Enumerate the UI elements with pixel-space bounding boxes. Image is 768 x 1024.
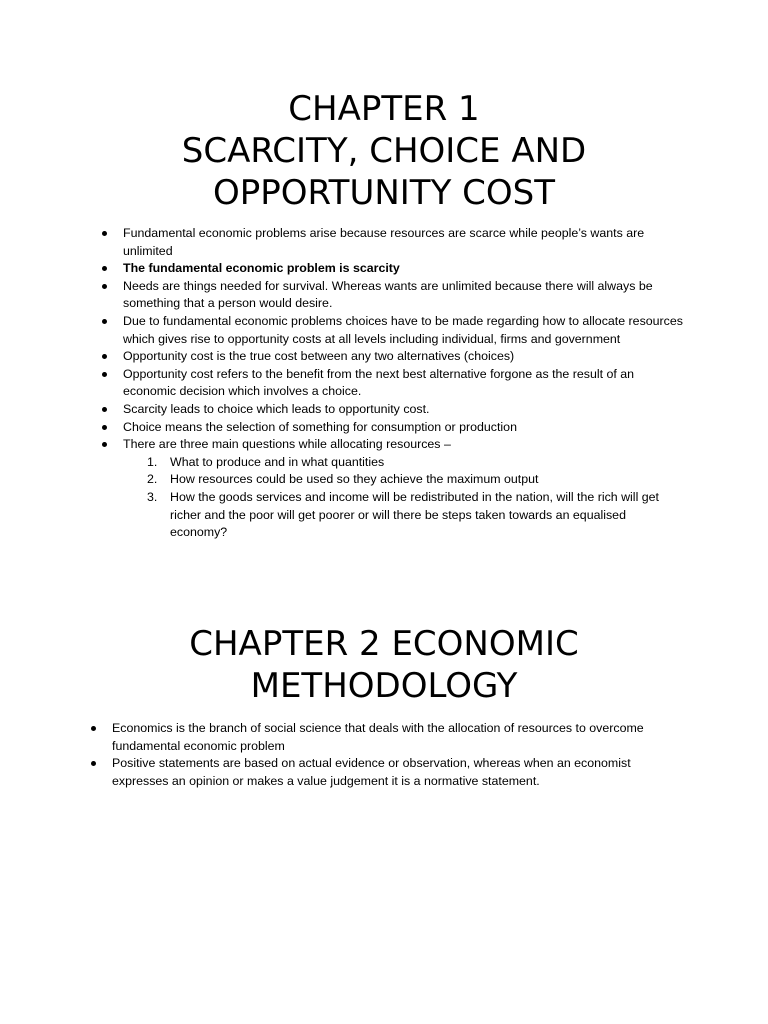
chapter-2-bullet-list xyxy=(112,720,678,790)
chapter-1-title-line-3: OPPORTUNITY COST xyxy=(213,173,555,213)
numbered-item xyxy=(147,489,683,542)
list-item: Needs are things needed for survival. Whereas wants are unlimited because there will always be something that a person would desire. xyxy=(123,278,683,313)
numbered-item xyxy=(147,471,683,489)
list-item: Scarcity leads to choice which leads to opportunity cost. xyxy=(123,401,683,419)
numbered-item xyxy=(147,454,683,472)
list-item: Economics is the branch of social science that deals with the allocation of resources to overcome fundamental economic problem xyxy=(112,720,678,755)
list-item: Opportunity cost refers to the benefit from the next best alternative forgone as the result of an economic decision which involves a choice. xyxy=(123,366,683,401)
chapter-2-title xyxy=(84,623,684,707)
chapter-2-title-line-1: CHAPTER 2 ECONOMIC xyxy=(189,624,579,664)
list-item-text: There are three main questions while allocating resources – xyxy=(123,437,451,452)
chapter-2-title-line-2: METHODOLOGY xyxy=(250,666,518,706)
list-item-with-sublist xyxy=(123,436,683,542)
item-text: How the goods services and income will be redistributed in the nation, will the rich will get richer and the poor will get poorer or will there be steps taken towards an equalised economy? xyxy=(170,489,659,540)
chapter-1-title-line-1: CHAPTER 1 xyxy=(288,89,480,129)
list-item: Opportunity cost is the true cost between any two alternatives (choices) xyxy=(123,348,683,366)
item-number: 2. xyxy=(147,472,158,487)
chapter-1-title xyxy=(84,88,684,214)
list-item: The fundamental economic problem is scarcity xyxy=(123,260,683,278)
list-item: Choice means the selection of something for consumption or production xyxy=(123,419,683,437)
item-number: 3. xyxy=(147,489,158,504)
chapter-1-bullet-list xyxy=(123,225,683,542)
item-text: How resources could be used so they achieve the maximum output xyxy=(170,472,539,487)
list-item: Positive statements are based on actual evidence or observation, whereas when an economist expresses an opinion or makes a value judgement it is a normative statement. xyxy=(112,755,678,790)
item-number: 1. xyxy=(147,454,158,469)
numbered-sub-list xyxy=(147,454,683,542)
list-item: Due to fundamental economic problems choices have to be made regarding how to allocate resources which gives rise to opportunity costs at all levels including individual, firms and government xyxy=(123,313,683,348)
item-text: What to produce and in what quantities xyxy=(170,454,385,469)
chapter-1-title-line-2: SCARCITY, CHOICE AND xyxy=(181,131,587,171)
list-item: Fundamental economic problems arise because resources are scarce while people’s wants are unlimited xyxy=(123,225,683,260)
